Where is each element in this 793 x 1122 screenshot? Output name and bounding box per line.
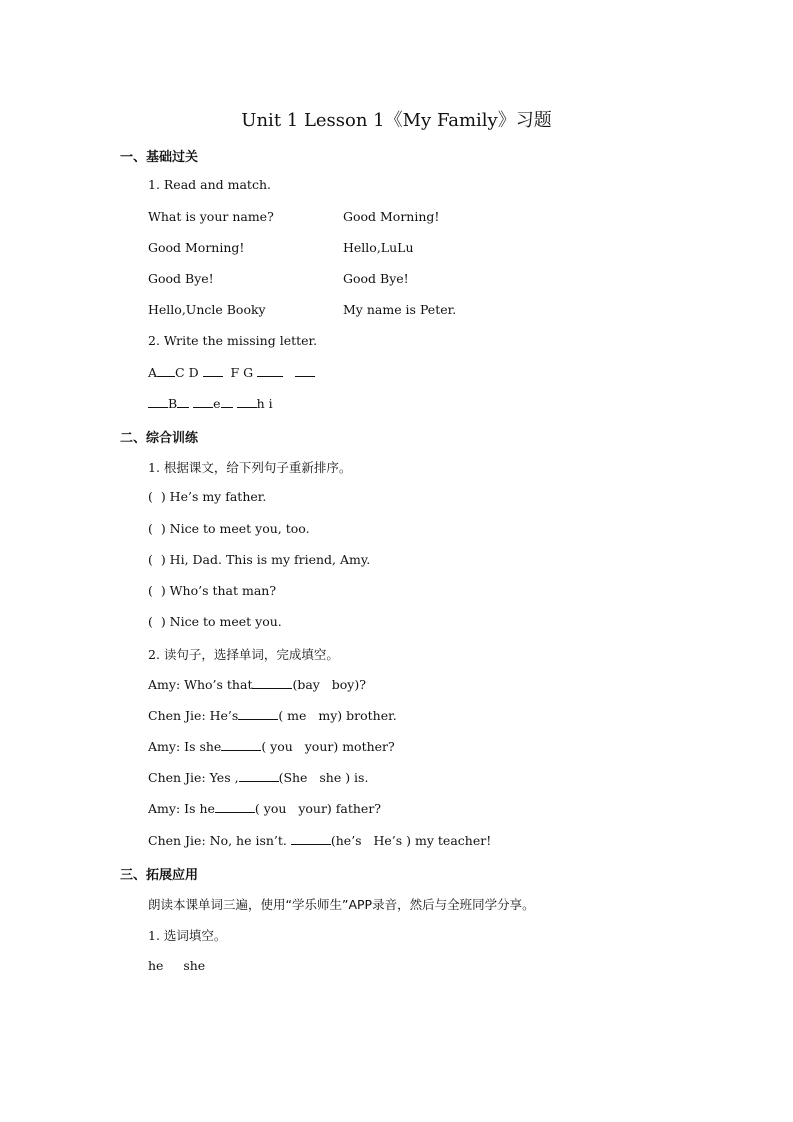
word-bank: he she [148, 958, 206, 973]
fill-sentence [148, 677, 366, 692]
letter-blank[interactable] [237, 396, 257, 408]
fill-options: ( me my) brother. [278, 708, 397, 723]
fill-blank[interactable] [239, 770, 279, 782]
extension-instruction: 朗读本课单词三遍，使用“学乐师生”APP录音，然后与全班同学分享。 [148, 897, 535, 912]
reorder-item[interactable]: ( ) Who’s that man? [148, 583, 277, 598]
fill-text: Amy: Is he [148, 801, 215, 816]
letter: B [168, 396, 178, 411]
section-heading-extension: 三、拓展应用 [120, 868, 199, 883]
fill-blank[interactable] [291, 833, 331, 845]
question-missing-letter: 2. Write the missing letter. [148, 333, 318, 348]
fill-text: Chen Jie: No, he isn’t. [148, 833, 291, 848]
match-left-item: Good Morning! [148, 240, 245, 255]
letter-blank[interactable] [221, 396, 233, 408]
letter-blank[interactable] [148, 396, 168, 408]
fill-sentence [148, 708, 397, 723]
fill-options: (She she ) is. [278, 770, 369, 785]
letter-blank[interactable] [177, 396, 189, 408]
letter: e [213, 396, 221, 411]
letter-blank[interactable] [257, 365, 283, 377]
match-left-item: What is your name? [148, 209, 274, 224]
letter-blank[interactable] [203, 365, 223, 377]
match-left-item: Hello,Uncle Booky [148, 302, 266, 317]
fill-options: ( you your) mother? [261, 739, 395, 754]
fill-blank[interactable] [238, 708, 278, 720]
letter: h i [256, 396, 273, 411]
question-choose-word: 1. 选词填空。 [148, 928, 227, 943]
fill-blank[interactable] [252, 677, 292, 689]
letter: A [148, 365, 158, 380]
reorder-item[interactable]: ( ) Nice to meet you, too. [148, 521, 310, 536]
letter: C D [175, 365, 199, 380]
fill-blank[interactable] [221, 739, 261, 751]
question-reorder: 1. 根据课文，给下列句子重新排序。 [148, 460, 352, 475]
fill-text: Amy: Is she [148, 739, 222, 754]
fill-options: (he’s He’s ) my teacher! [330, 833, 492, 848]
letters-row-1 [148, 365, 315, 380]
section-heading-practice: 二、综合训练 [120, 431, 199, 446]
match-right-item: Hello,LuLu [343, 240, 414, 255]
match-right-item: Good Morning! [343, 209, 440, 224]
question-read-match: 1. Read and match. [148, 177, 271, 192]
letter-blank[interactable] [193, 396, 213, 408]
fill-sentence [148, 739, 395, 754]
letter: F G [230, 365, 254, 380]
question-fill-blank: 2. 读句子，选择单词，完成填空。 [148, 647, 339, 662]
fill-sentence [148, 833, 491, 848]
match-left-item: Good Bye! [148, 271, 214, 286]
fill-text: Chen Jie: He’s [148, 708, 239, 723]
match-right-item: Good Bye! [343, 271, 409, 286]
reorder-item[interactable]: ( ) Hi, Dad. This is my friend, Amy. [148, 552, 371, 567]
reorder-item[interactable]: ( ) Nice to meet you. [148, 614, 282, 629]
fill-sentence [148, 801, 381, 816]
match-right-item: My name is Peter. [343, 302, 457, 317]
fill-text: Chen Jie: Yes , [148, 770, 239, 785]
fill-sentence [148, 770, 368, 785]
fill-blank[interactable] [215, 801, 255, 813]
letters-row-2 [148, 396, 273, 411]
letter-blank[interactable] [295, 365, 315, 377]
fill-options: (bay boy)? [292, 677, 366, 692]
page-title: Unit 1 Lesson 1《My Family》习题 [241, 110, 552, 131]
section-heading-basic: 一、基础过关 [120, 150, 199, 165]
reorder-item[interactable]: ( ) He’s my father. [148, 489, 267, 504]
fill-options: ( you your) father? [254, 801, 382, 816]
letter-blank[interactable] [157, 365, 175, 377]
fill-text: Amy: Who’s that [148, 677, 253, 692]
